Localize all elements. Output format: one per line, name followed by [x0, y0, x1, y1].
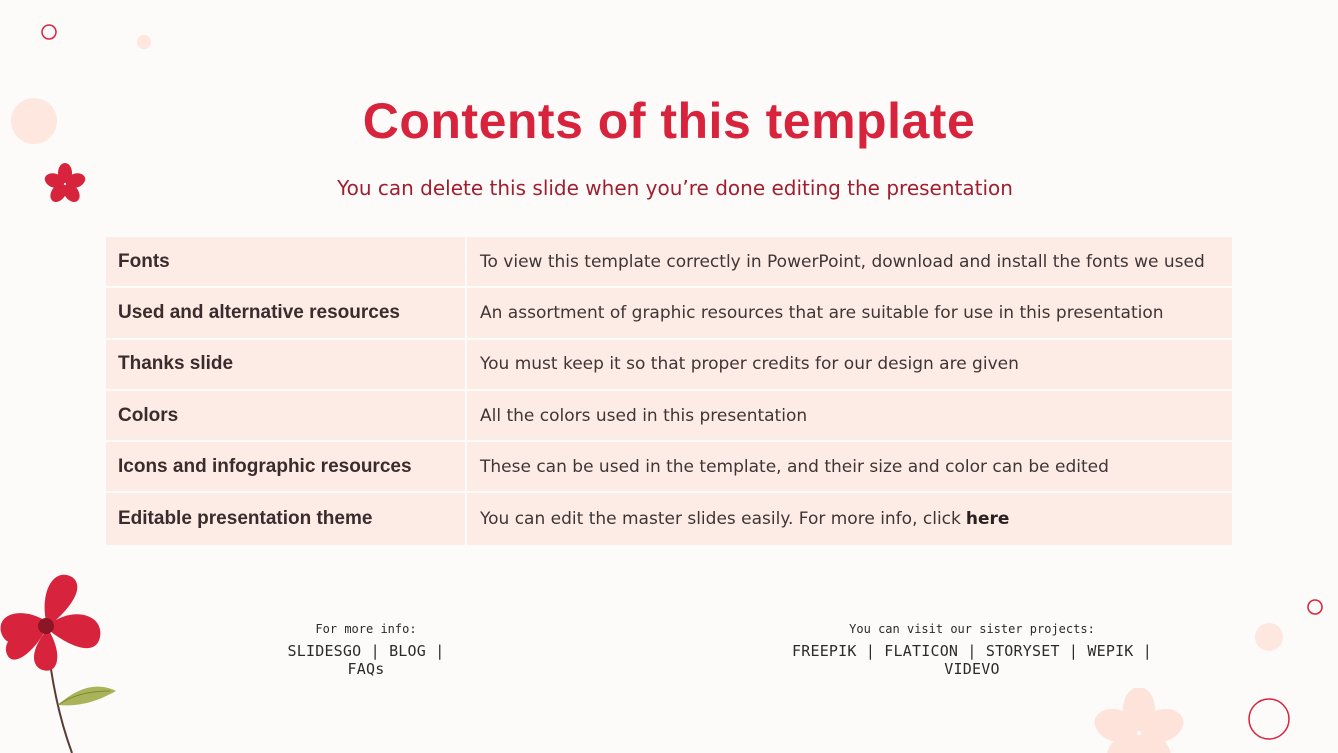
footer-caption: For more info: — [315, 622, 417, 636]
row-description: You must keep it so that proper credits for our design are given — [467, 340, 1232, 389]
flower-icon — [1094, 688, 1184, 753]
slide-subtitle: You can delete this slide when you’re done editing the presentation — [337, 176, 1013, 200]
row-description: All the colors used in this presentation — [467, 391, 1232, 440]
circle-outline-decoration — [1247, 697, 1291, 741]
circle-outline-decoration — [40, 23, 58, 41]
row-description: To view this template correctly in PowerPoint, download and install the fonts we used — [467, 237, 1232, 286]
slide-title: Contents of this template — [362, 93, 976, 149]
footer-more-info — [266, 622, 466, 678]
row-label: Icons and infographic resources — [106, 442, 467, 491]
row-label: Colors — [106, 391, 467, 440]
circle-outline-decoration — [1306, 598, 1324, 616]
table-row — [106, 391, 1232, 442]
dot-decoration — [1254, 622, 1284, 652]
row-description: These can be used in the template, and their size and color can be edited — [467, 442, 1232, 491]
here-link[interactable]: here — [965, 509, 1010, 530]
row-description: You can edit the master slides easily. For more info, click — [480, 509, 961, 530]
row-label: Editable presentation theme — [106, 493, 467, 544]
row-description: An assortment of graphic resources that are suitable for use in this presentation — [467, 288, 1232, 337]
table-row — [106, 237, 1232, 288]
row-label: Used and alternative resources — [106, 288, 467, 337]
footer-caption: You can visit our sister projects: — [849, 622, 1095, 636]
row-description-container — [467, 493, 1232, 544]
dot-decoration — [136, 34, 152, 50]
row-label: Fonts — [106, 237, 467, 286]
table-row — [106, 288, 1232, 339]
footer-links[interactable]: FREEPIK | FLATICON | STORYSET | WEPIK | VIDEVO — [792, 642, 1152, 678]
footer-links[interactable]: SLIDESGO | BLOG | FAQs — [287, 642, 445, 678]
row-label: Thanks slide — [106, 340, 467, 389]
table-row — [106, 340, 1232, 391]
table-row — [106, 442, 1232, 493]
contents-table — [106, 237, 1232, 545]
poppy-flower-illustration — [0, 565, 130, 753]
footer-sister-projects — [772, 622, 1172, 678]
table-row — [106, 493, 1232, 544]
